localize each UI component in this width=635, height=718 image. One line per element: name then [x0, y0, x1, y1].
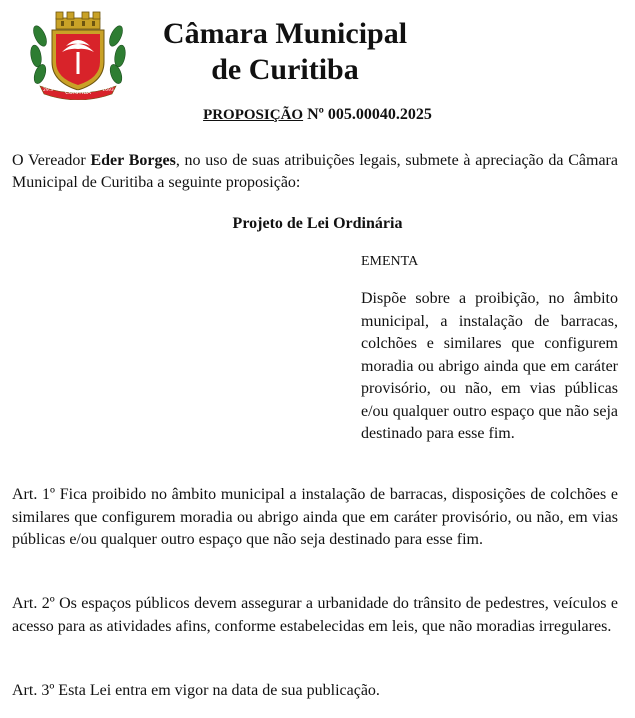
crest-year-right: 1693 — [102, 88, 114, 93]
article-1: Art. 1º Fica proibido no âmbito municipal a instalação de barracas, disposições de colchões e similares que configurem moradia ou abrigo ainda que em caráter provisório, ou não, em vias públicas e/ou qualquer outro espaço que não seja destinado para esse fim. — [12, 486, 618, 548]
intro-after-name: , no uso de suas atribuições legais, submete à apreciação da Câmara Municipal de Curitiba a seguinte proposição: — [12, 152, 618, 191]
article-2: Art. 2º Os espaços públicos devem assegurar a urbanidade do trânsito de pedestres, veículos e acesso para as atividades afins, conforme estabelecidas em leis, que não moradias irregulares. — [12, 595, 618, 635]
councilor-name: Eder Borges — [90, 152, 176, 169]
crest-year-left: 29.3 — [42, 88, 54, 93]
title-line-2: de Curitiba — [211, 53, 359, 86]
proposition-number: 005.00040.2025 — [327, 106, 432, 123]
ementa-label: EMENTA — [361, 254, 419, 269]
intro-before-name: O Vereador — [12, 152, 91, 169]
bill-type-heading: Projeto de Lei Ordinária — [232, 215, 403, 232]
proposition-label: PROPOSIÇÃO — [203, 107, 304, 123]
ementa-text: Dispõe sobre a proibição, no âmbito municipal, a instalação de barracas, colchões e similares que configurem moradia ou abrigo ainda que em caráter provisório, ou não, em vias públicas e/ou qualquer outro espaço que não seja destinado para esse fim. — [361, 290, 618, 442]
page-title — [135, 16, 435, 88]
intro-paragraph — [12, 150, 618, 194]
title-line-1: Câmara Municipal — [162, 17, 408, 50]
proposition-number-prefix: Nº — [307, 106, 324, 123]
article-3: Art. 3º Esta Lei entra em vigor na data de sua publicação. — [12, 682, 380, 699]
crest-ribbon-text: CURITIBA — [65, 90, 91, 96]
proposition-heading — [0, 106, 635, 124]
coat-of-arms-icon — [26, 6, 130, 100]
